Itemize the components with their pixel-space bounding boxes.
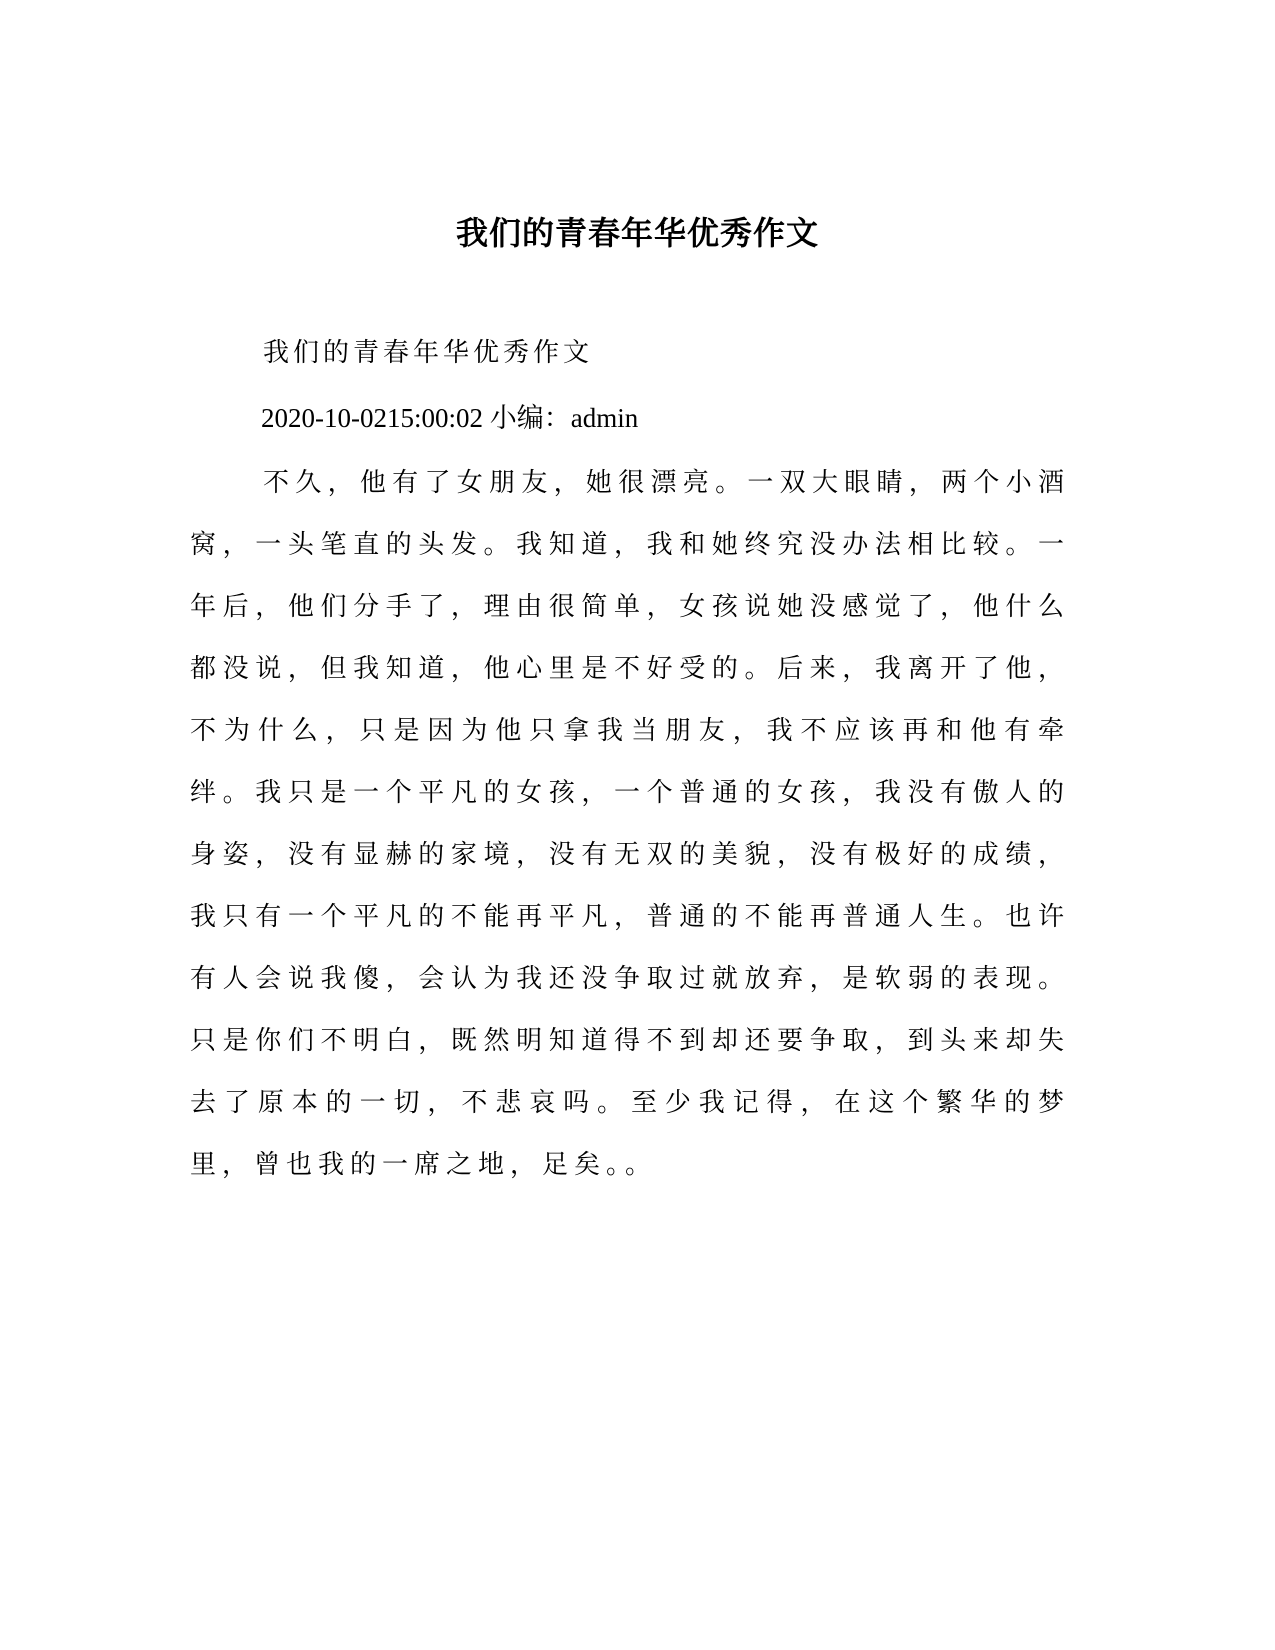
- document-subtitle: 我们的青春年华优秀作文: [263, 338, 594, 368]
- document-body: 不久，他有了女朋友，她很漂亮。一双大眼睛，两个小酒窝，一头笔直的头发。我知道，我和她终究没办法相比较。一年后，他们分手了，理由很简单，女孩说她没感觉了，他什么都没说，但我知道，他心里是不好受的。后来，我离开了他，不为什么，只是因为他只拿我当朋友，我不应该再和他有牵绊。我只是一个平凡的女孩，一个普通的女孩，我没有傲人的身姿，没有显赫的家境，没有无双的美貌，没有极好的成绩，我只有一个平凡的不能再平凡，普通的不能再普通人生。也许有人会说我傻，会认为我还没争取过就放弃，是软弱的表现。只是你们不明白，既然明知道得不到却还要争取，到头来却失去了原本的一切，不悲哀吗。至少我记得，在这个繁华的梦里，曾也我的一席之地，足矣。。: [190, 468, 1070, 1180]
- document-title: 我们的青春年华优秀作文: [455, 214, 819, 252]
- document-meta: 2020-10-0215:00:02 小编：admin: [261, 403, 639, 433]
